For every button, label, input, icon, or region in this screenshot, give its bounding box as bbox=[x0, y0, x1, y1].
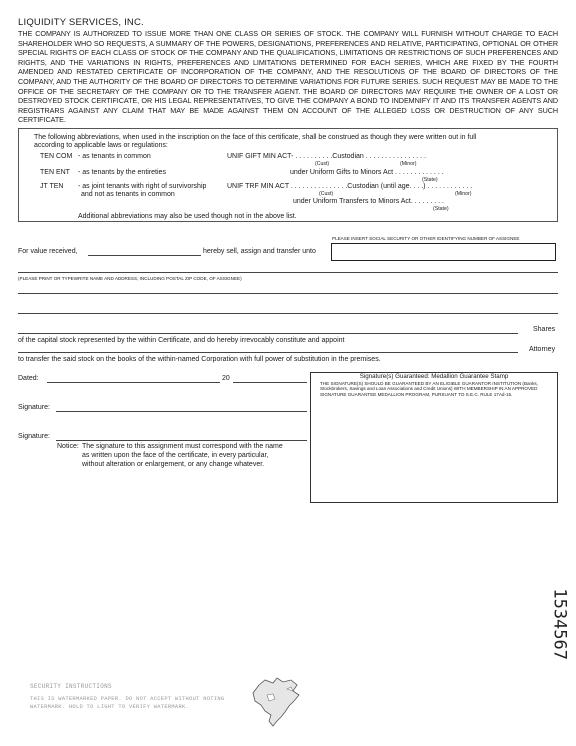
ssn-label: PLEASE INSERT SOCIAL SECURITY OR OTHER IDENTIFYING NUMBER OF ASSIGNEE bbox=[332, 236, 520, 241]
signature-label-2: Signature: bbox=[18, 433, 50, 440]
unif-trf-line: UNIF TRF MIN ACT . . . . . . . . . . . . . . .Custodian (until age. . . .) . . . . . . . . . . . . bbox=[227, 183, 473, 190]
security-line-2: WATERMARK. HOLD TO LIGHT TO VERIFY WATERMARK. bbox=[30, 704, 190, 710]
assignee-address-line-2[interactable] bbox=[18, 293, 558, 294]
certificate-number: 1534567 bbox=[550, 588, 570, 660]
stamp-title: Signature(s) Guaranteed: Medallion Guarantee Stamp bbox=[359, 373, 509, 380]
trf-minor-label: (Minor) bbox=[455, 191, 472, 197]
company-name: LIQUIDITY SERVICES, INC. bbox=[18, 17, 144, 28]
ten-ent-code: TEN ENT bbox=[40, 169, 70, 176]
gift-cust-label: (Cust) bbox=[315, 161, 330, 167]
trf-state-label: (State) bbox=[433, 206, 449, 212]
north-america-watermark-icon bbox=[247, 675, 309, 730]
assignee-name-line-1[interactable] bbox=[18, 272, 558, 273]
signature-field-2[interactable] bbox=[56, 440, 307, 441]
attorney-label: Attorney bbox=[529, 346, 556, 353]
trf-cust-label: (Cust) bbox=[319, 191, 334, 197]
jt-ten-desc-1: - as joint tenants with right of survivorship bbox=[78, 183, 207, 190]
signature-field-1[interactable] bbox=[56, 411, 307, 412]
ten-ent-desc: - as tenants by the entireties bbox=[78, 169, 166, 176]
for-value-label: For value received, bbox=[18, 248, 78, 255]
security-title: SECURITY INSTRUCTIONS bbox=[30, 683, 112, 690]
date-field[interactable] bbox=[47, 382, 220, 383]
security-line-1: THIS IS WATERMARKED PAPER. DO NOT ACCEPT WITHOUT NOTING bbox=[30, 696, 225, 702]
abbr-intro-1: The following abbreviations, when used in the inscription on the face of this certificate, shall be construed as though they were written out in full bbox=[34, 134, 477, 141]
notice-line-2: as written upon the face of the certificate, in every particular, bbox=[82, 452, 269, 459]
transfer-text: to transfer the said stock on the books of the within-named Corporation with full power of substitution in the premises. bbox=[18, 356, 381, 363]
abbr-additional: Additional abbreviations may also be used though not in the above list. bbox=[78, 213, 297, 220]
stamp-body: THE SIGNATURE(S) SHOULD BE GUARANTEED BY AN ELIGIBLE GUARANTOR INSTITUTION (Banks, Stockbrokers, Savings and Loan Associations and Credit Unions) WITH MEMBERSHIP IN AN APPROVED SIGNATURE GUARANTEE MEDALLION PROGRAM, PURSUANT TO S.E.C. RULE 17Ad-15. bbox=[320, 381, 538, 397]
gift-state-label: (State) bbox=[422, 177, 438, 183]
gift-under-line: under Uniform Gifts to Minors Act . . . . . . . . . . . . . bbox=[290, 169, 444, 176]
notice-line-3: without alteration or enlargement, or any change whatever. bbox=[82, 461, 265, 468]
year-field[interactable] bbox=[233, 382, 307, 383]
shares-field[interactable] bbox=[18, 333, 518, 334]
shares-label: Shares bbox=[533, 326, 556, 333]
legend-text: THE COMPANY IS AUTHORIZED TO ISSUE MORE THAN ONE CLASS OR SERIES OF STOCK. THE COMPANY WILL FURNISH WITHOUT CHARGE TO EACH SHAREHOLDER WHO SO REQUESTS, A SUMMARY OF THE POWERS, DESIGNATIONS, PREFERENCES AND RELATIVE, PARTICIPATING, OPTIONAL OR OTHER SPECIAL RIGHTS OF EACH CLASS OF STOCK OF THE COMPANY AND THE QUALIFICATIONS, LIMITATIONS OR RESTRICTIONS OF SUCH PREFERENCES AND RIGHTS, AND THE VARIATIONS IN RIGHTS, PREFERENCES AND LIMITATIONS DETERMINED FOR EACH SERIES, WHICH ARE FIXED BY THE FOURTH AMENDED AND RESTATED CERTIFICATE OF INCORPORATION OF THE COMPANY, AND THE RESOLUTIONS OF THE BOARD OF DIRECTORS OF THE COMPANY, AND THE AUTHORITY OF THE BOARD OF DIRECTORS TO DETERMINE VARIATIONS FOR FUTURE SERIES. SUCH REQUEST MAY BE MADE TO THE OFFICE OF THE SECRETARY OF THE COMPANY OR TO THE TRANSFER AGENT. THE BOARD OF DIRECTORS MAY REQUIRE THE OWNER OF A LOST OR DESTROYED STOCK CERTIFICATE, OR HIS LEGAL REPRESENTATIVES, TO GIVE THE COMPANY A BOND TO INDEMNIFY IT AND ITS TRANSFER AGENTS AND REGISTRARS AGAINST ANY CLAIM THAT MAY BE MADE AGAINST THEM ON ACCOUNT OF THE ALLEGED LOSS OR DESTRUCTION OF ANY SUCH CERTIFICATE. bbox=[18, 29, 558, 125]
ten-com-code: TEN COM bbox=[40, 153, 73, 160]
assignor-name-field[interactable] bbox=[88, 255, 201, 256]
hereby-label: hereby sell, assign and transfer unto bbox=[203, 248, 316, 255]
abbr-intro-2: according to applicable laws or regulations: bbox=[34, 142, 168, 149]
dated-label: Dated: bbox=[18, 375, 39, 382]
assignee-address-label: (PLEASE PRINT OR TYPEWRITE NAME AND ADDRESS, INCLUDING POSTAL ZIP CODE, OF ASSIGNEE) bbox=[18, 276, 242, 281]
notice-line-1: The signature to this assignment must correspond with the name bbox=[82, 443, 283, 450]
notice-label: Notice: bbox=[57, 443, 79, 450]
signature-label-1: Signature: bbox=[18, 404, 50, 411]
unif-gift-line: UNIF GIFT MIN ACT- . . . . . . . . . .Custodian . . . . . . . . . . . . . . . . bbox=[227, 153, 427, 160]
jt-ten-desc-2: and not as tenants in common bbox=[81, 191, 175, 198]
capital-stock-text: of the capital stock represented by the within Certificate, and do hereby irrevocably constitute and appoint bbox=[18, 337, 345, 344]
assignee-address-line-3[interactable] bbox=[18, 313, 558, 314]
trf-under-line: under Uniform Transfers to Minors Act. . . . . . . . . bbox=[293, 198, 444, 205]
jt-ten-code: JT TEN bbox=[40, 183, 64, 190]
year-prefix: 20 bbox=[222, 375, 230, 382]
ssn-input[interactable] bbox=[331, 243, 556, 261]
ten-com-desc: - as tenants in common bbox=[78, 153, 151, 160]
attorney-field[interactable] bbox=[18, 352, 518, 353]
gift-minor-label: (Minor) bbox=[400, 161, 417, 167]
